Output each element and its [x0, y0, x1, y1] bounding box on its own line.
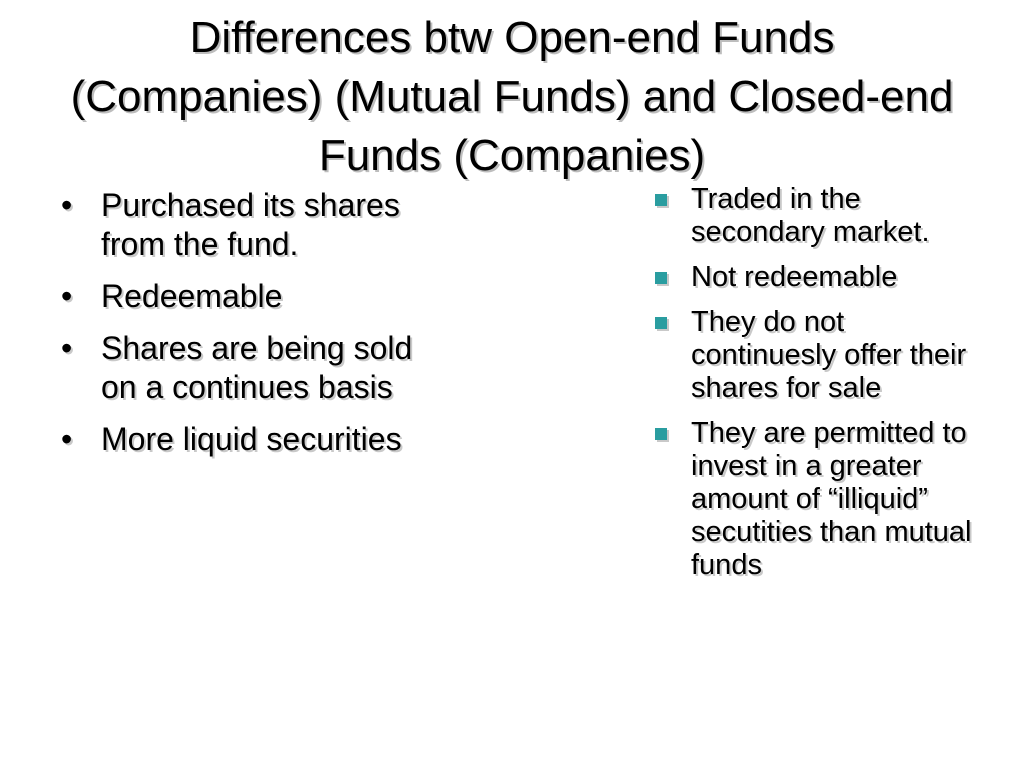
open-end-funds-list	[58, 186, 418, 472]
list-item	[58, 329, 418, 407]
list-item	[652, 306, 982, 405]
list-item-text: More liquid securities	[101, 421, 402, 457]
list-item-text: Purchased its shares from the fund.	[101, 187, 400, 262]
list-item-text: Traded in the secondary market.	[691, 183, 930, 248]
bullet-dot-icon: •	[61, 330, 73, 366]
list-item	[58, 277, 418, 316]
closed-end-funds-list	[652, 183, 982, 594]
list-item-text: They do not continuesly offer their shares for sale	[691, 306, 967, 404]
square-bullet-icon	[655, 272, 667, 284]
list-item-text: Redeemable	[101, 278, 283, 314]
list-item	[652, 261, 982, 294]
list-item	[58, 186, 418, 264]
list-item	[58, 420, 418, 459]
slide-title: Differences btw Open-end Funds (Companies) (Mutual Funds) and Closed-end Funds (Companies)	[70, 13, 954, 180]
list-item	[652, 417, 982, 582]
bullet-dot-icon: •	[61, 187, 73, 223]
square-bullet-icon	[655, 428, 667, 440]
bullet-dot-icon: •	[61, 278, 73, 314]
list-item-text: Shares are being sold on a continues basis	[101, 330, 413, 405]
square-bullet-icon	[655, 317, 667, 329]
bullet-dot-icon: •	[61, 421, 73, 457]
list-item-text: They are permitted to invest in a greater amount of “illiquid” secutities than mutual funds	[691, 417, 972, 581]
list-item-text: Not redeemable	[691, 261, 898, 293]
square-bullet-icon	[655, 194, 667, 206]
list-item	[652, 183, 982, 249]
